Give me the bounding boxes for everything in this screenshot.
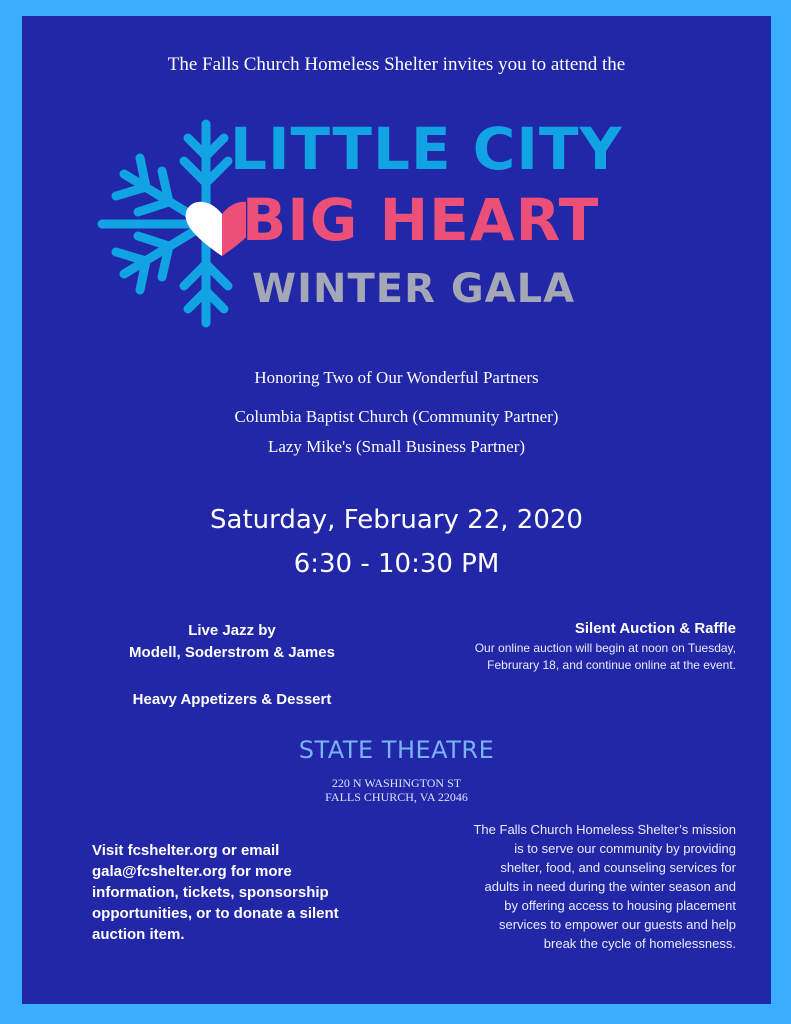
event-time: 6:30 - 10:30 PM (293, 549, 500, 579)
logo-line-big-heart: BIG HEART (242, 186, 600, 254)
silent-auction-info (446, 620, 736, 674)
venue-address-line-2: FALLS CHURCH, VA 22046 (325, 790, 468, 804)
jazz-line-2: Modell, Soderstrom & James (129, 644, 335, 661)
partner-community: Columbia Baptist Church (Community Partner) (234, 407, 559, 426)
live-jazz-info (112, 620, 352, 664)
mission-statement: The Falls Church Homeless Shelter’s mission is to serve our community by providing shelter, food, and counseling services for adults in need during the winter season and by offering access to housing placement services to empower our guests and help break the cycle of homelessness. (473, 822, 736, 951)
event-date: Saturday, February 22, 2020 (210, 505, 583, 535)
jazz-line-1: Live Jazz by (188, 622, 276, 639)
contact-info: Visit fcshelter.org or email gala@fcshelter.org for more information, tickets, sponsorship opportunities, or to donate a silent auction item. (92, 842, 339, 943)
logo-line-winter-gala: WINTER GALA (252, 266, 576, 312)
invite-line: The Falls Church Homeless Shelter invites you to attend the (167, 54, 626, 75)
food-info: Heavy Appetizers & Dessert (132, 691, 332, 708)
auction-description: Our online auction will begin at noon on Tuesday, Februrary 18, and continue online at the event. (474, 641, 736, 672)
partner-small-business: Lazy Mike's (Small Business Partner) (267, 437, 526, 456)
snowflake-icon (96, 116, 246, 331)
heart-icon (186, 202, 246, 256)
logo-line-little-city: LITTLE CITY (230, 115, 623, 183)
venue-name: STATE THEATRE (298, 736, 495, 764)
flyer-panel (22, 16, 771, 1004)
venue-address-line-1: 220 N WASHINGTON ST (331, 776, 462, 790)
honoring-heading: Honoring Two of Our Wonderful Partners (254, 368, 539, 387)
auction-title: Silent Auction & Raffle (574, 620, 736, 637)
